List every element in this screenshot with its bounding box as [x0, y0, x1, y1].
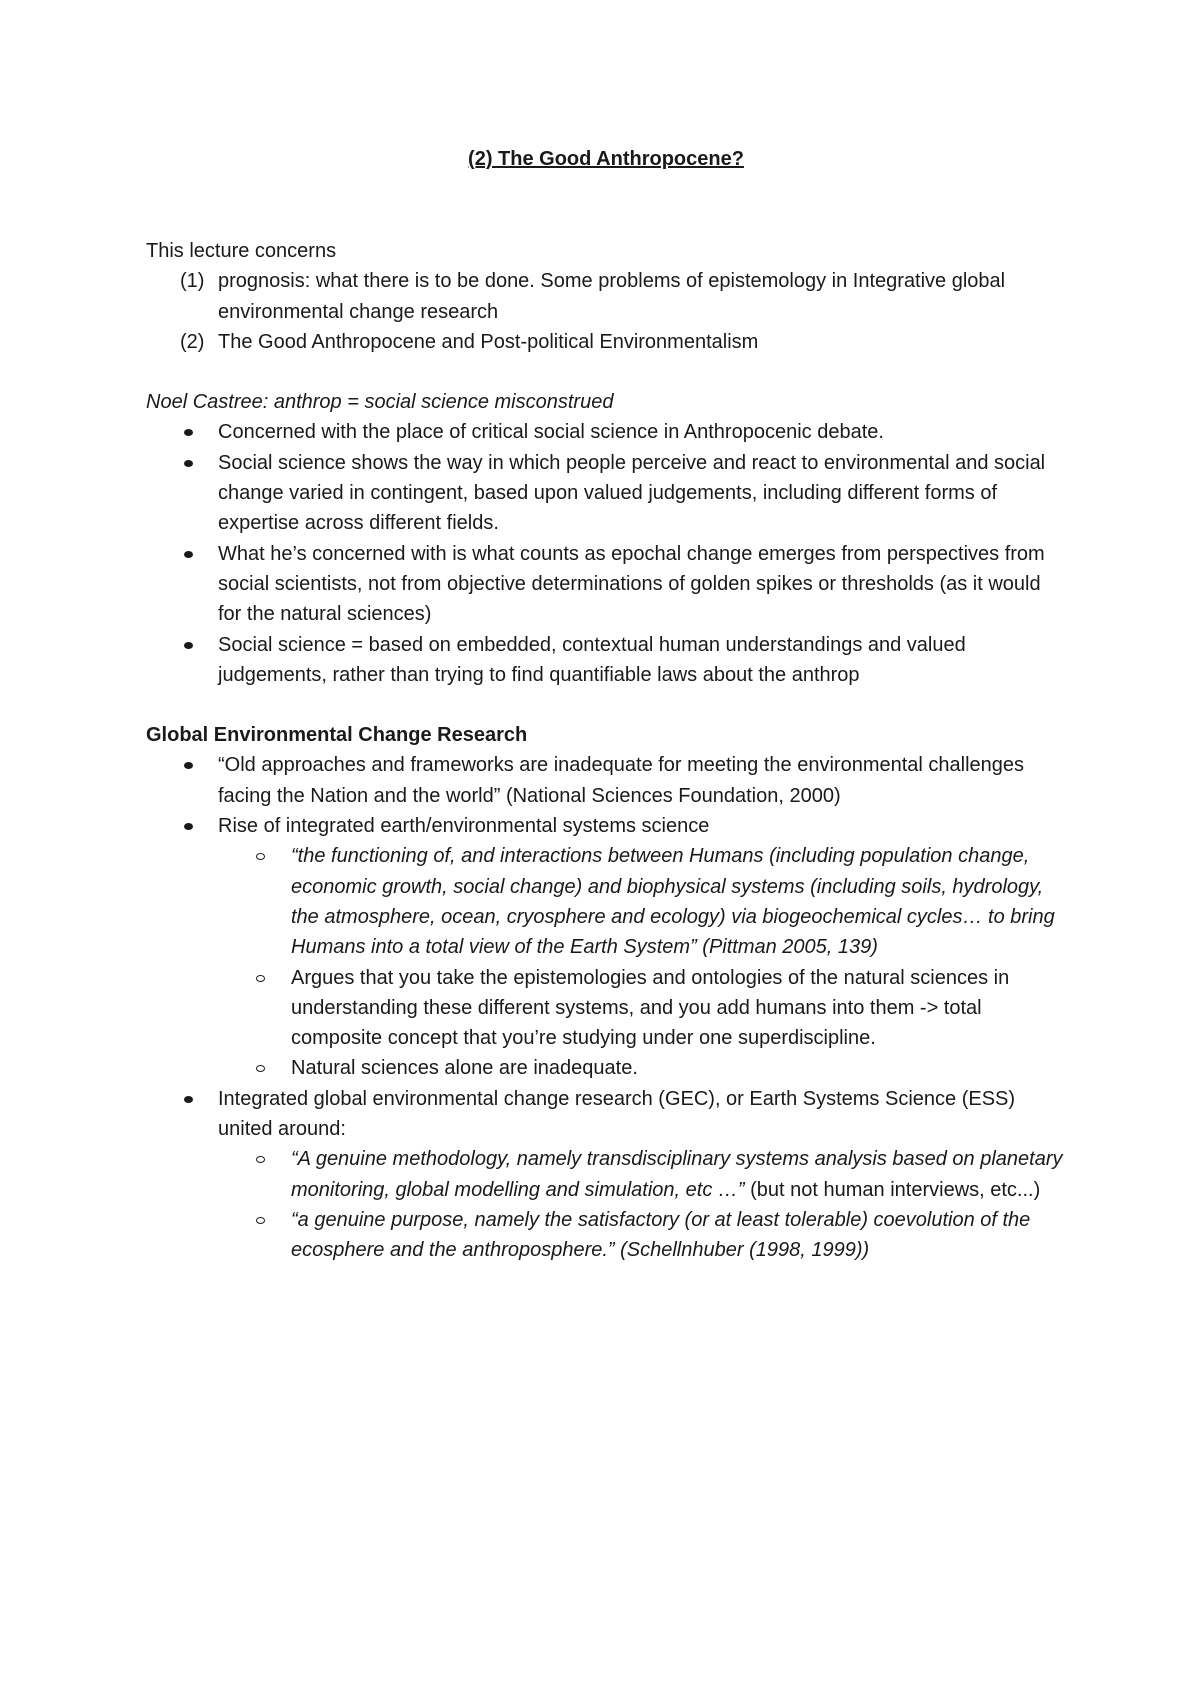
list-item — [146, 811, 1066, 1084]
list-item-text: “Old approaches and frameworks are inadequate for meeting the environmental challenges facing the Nation and the world” (National Sciences Foundation, 2000) — [218, 754, 1025, 807]
list-item-text: Integrated global environmental change research (GEC), or Earth Systems Science (ESS) united around: — [218, 1087, 1016, 1141]
bullet-icon — [184, 1096, 193, 1103]
list-item-text: Concerned with the place of critical social science in Anthropocenic debate. — [218, 421, 884, 444]
list-item-text: Rise of integrated earth/environmental systems science — [218, 815, 710, 838]
document-body — [146, 144, 1066, 1266]
spacer — [146, 174, 1066, 236]
list-item-text: The Good Anthropocene and Post-political Environmentalism — [218, 330, 759, 353]
bullet-icon — [184, 762, 193, 769]
castree-bullets — [146, 417, 1066, 690]
bullet-icon — [184, 551, 193, 558]
list-item — [146, 448, 1066, 539]
list-item — [146, 750, 1066, 811]
list-item — [146, 417, 1066, 447]
sub-list-item — [218, 841, 1066, 962]
circle-bullet-icon — [256, 975, 265, 982]
list-item-text: What he’s concerned with is what counts as epochal change emerges from perspectives from social scientists, not from objective determinations of golden spikes or thresholds (as it would for the natural sciences) — [218, 542, 1045, 626]
list-item-text: Social science = based on embedded, contextual human understandings and valued judgements, rather than trying to find quantifiable laws about the anthrop — [218, 633, 966, 686]
sub-list-item-text-italic: “A genuine methodology, namely transdisciplinary systems analysis based on planetary monitoring, global modelling and simulation, etc …” — [291, 1148, 1063, 1201]
sub-list-item — [218, 1144, 1066, 1205]
circle-bullet-icon — [256, 853, 265, 860]
spacer — [146, 690, 1066, 720]
bullet-icon — [184, 823, 193, 830]
list-number: (1) — [180, 270, 205, 293]
sub-list-item-text-plain: (but not human interviews, etc...) — [744, 1178, 1041, 1201]
list-item — [146, 630, 1066, 691]
gec-heading: Global Environmental Change Research — [146, 724, 528, 747]
sub-list-item — [218, 1205, 1066, 1266]
gec-bullets — [146, 750, 1066, 1265]
list-item — [146, 266, 1066, 327]
circle-bullet-icon — [256, 1065, 265, 1072]
sub-list-item-text: “a genuine purpose, namely the satisfactory (or at least tolerable) coevolution of the ecosphere and the anthroposphere.” (Schellnhuber (1998, 1999)) — [291, 1208, 1031, 1262]
sub-list — [146, 1144, 1066, 1265]
bullet-icon — [184, 429, 193, 436]
circle-bullet-icon — [256, 1217, 265, 1224]
bullet-icon — [184, 460, 193, 467]
spacer — [146, 357, 1066, 387]
list-item — [146, 327, 1066, 357]
intro-list — [146, 266, 1066, 357]
sub-list-item — [218, 963, 1066, 1054]
list-number: (2) — [180, 330, 205, 353]
list-item-text: prognosis: what there is to be done. Some problems of epistemology in Integrative global environmental change research — [218, 270, 1006, 323]
intro-lead: This lecture concerns — [146, 240, 337, 262]
sub-list-item — [218, 1053, 1066, 1083]
circle-bullet-icon — [256, 1156, 265, 1163]
list-item-text: Social science shows the way in which people perceive and react to environmental and social change varied in contingent, based upon valued judgements, including different forms of expertise across different fields. — [218, 451, 1046, 535]
page-title: (2) The Good Anthropocene? — [468, 148, 744, 170]
sub-list-item-text: Natural sciences alone are inadequate. — [291, 1057, 638, 1080]
castree-heading: Noel Castree: anthrop = social science misconstrued — [146, 391, 614, 414]
bullet-icon — [184, 642, 193, 649]
list-item — [146, 539, 1066, 630]
sub-list — [146, 841, 1066, 1083]
sub-list-item-text: Argues that you take the epistemologies and ontologies of the natural sciences in understanding these different systems, and you add humans into them -> total composite concept that you’re studying under one superdiscipline. — [291, 966, 1010, 1050]
list-item — [146, 1084, 1066, 1266]
sub-list-item-text: “the functioning of, and interactions between Humans (including population change, economic growth, social change) and biophysical systems (including soils, hydrology, the atmosphere, ocean, cryosphere and ecology) via biogeochemical cycles… to bring Humans into a total view of the Earth System” (Pittman 2005, 139) — [291, 845, 1055, 959]
